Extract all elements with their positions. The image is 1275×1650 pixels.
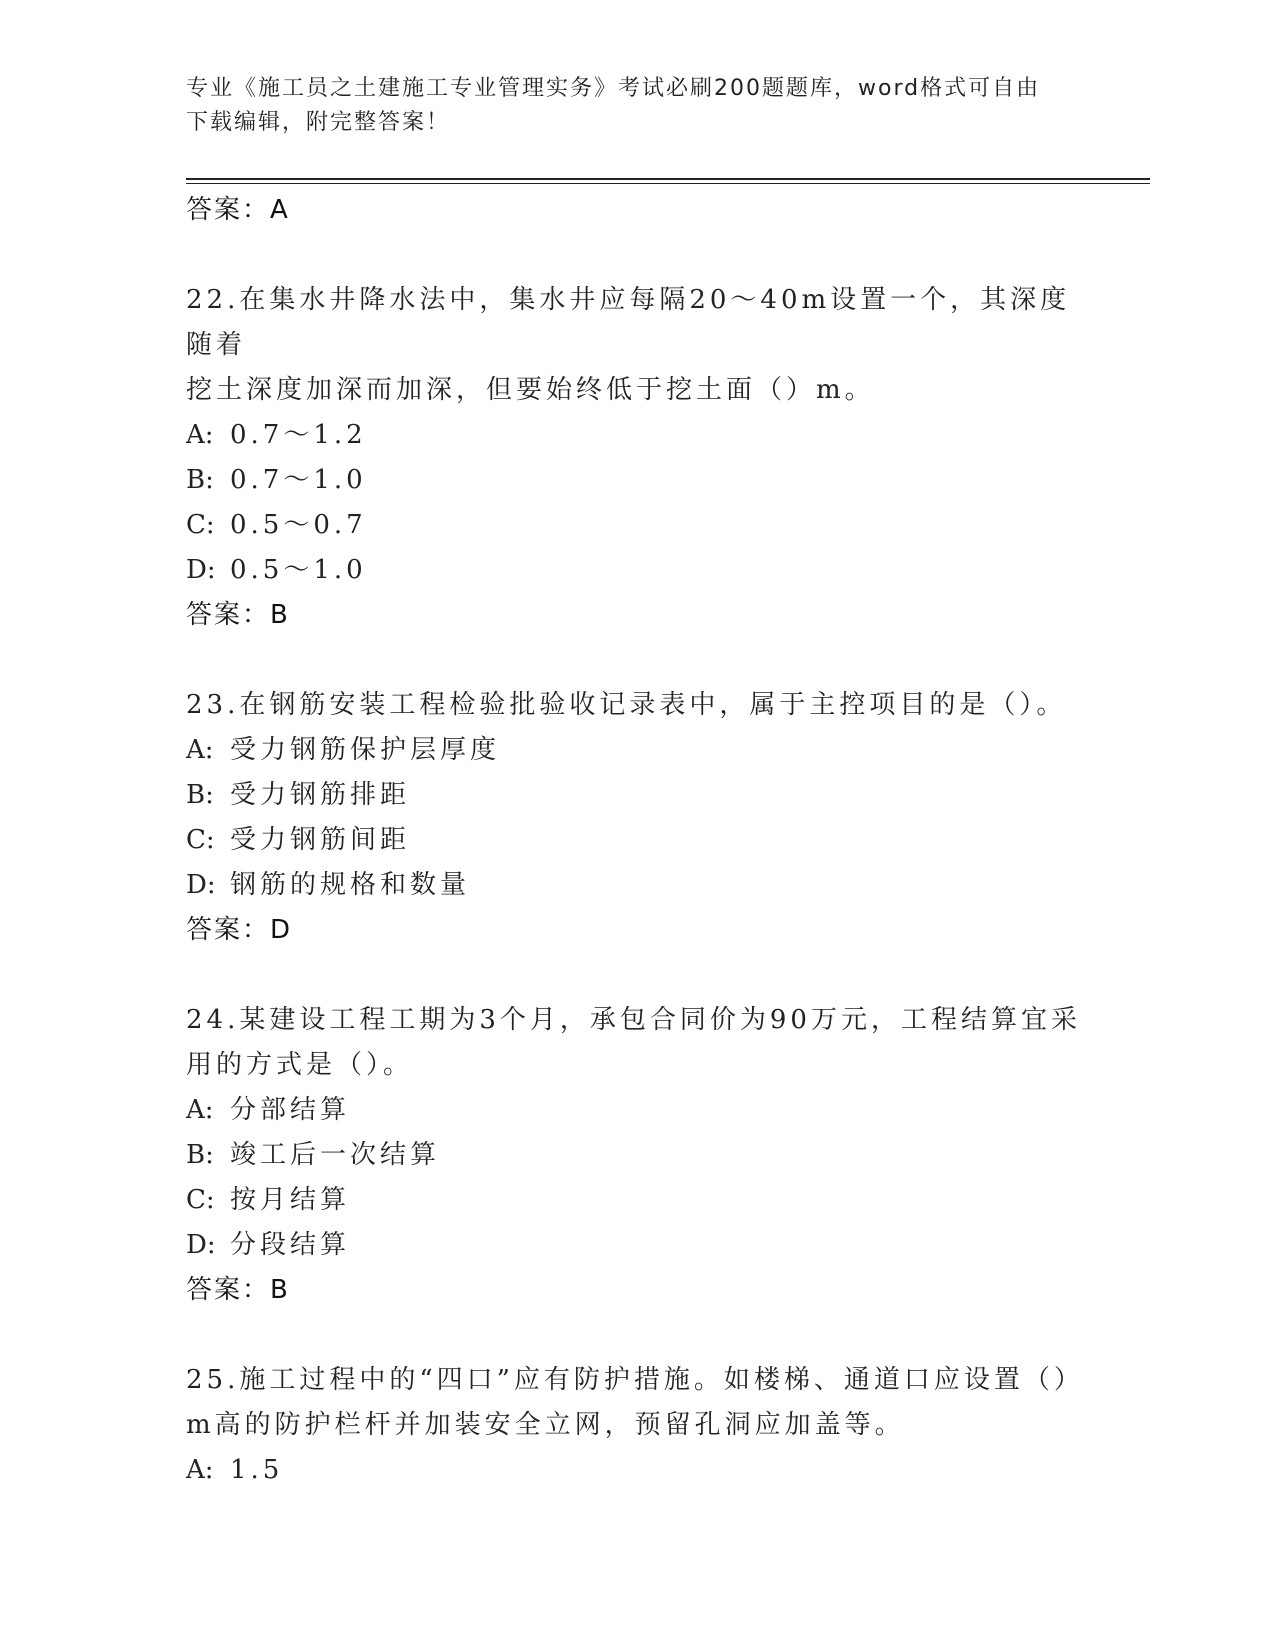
answer-label: 答案： [186,1275,271,1305]
question-25 [186,1358,1086,1493]
option-letter: A: [186,735,214,765]
option-letter: C: [186,1185,215,1215]
option-c [186,503,1086,548]
option-c [186,1178,1086,1223]
option-letter: D: [186,555,216,585]
answer-value: D [270,915,293,945]
question-stem-line: 25.施工过程中的“四口”应有防护措施。如楼梯、通道口应设置（） [186,1365,1084,1395]
option-text: 竣工后一次结算 [230,1140,441,1170]
answer-label: 答案： [186,195,271,225]
option-a [186,728,1086,773]
header-divider [186,178,1150,184]
option-letter: D: [186,1230,216,1260]
option-letter: B: [186,465,214,495]
option-letter: B: [186,1140,214,1170]
answer-value: B [270,600,290,630]
option-text: 0.5～1.0 [230,555,367,585]
question-stem [186,998,1086,1088]
option-b [186,458,1086,503]
question-stem [186,278,1086,413]
question-stem-line: m高的防护栏杆并加装安全立网，预留孔洞应加盖等。 [186,1410,905,1440]
option-letter: C: [186,825,215,855]
option-text: 按月结算 [230,1185,351,1215]
option-c [186,818,1086,863]
page-header [186,72,1086,140]
answer-value: A [270,195,290,225]
question-stem-line: 挖土深度加深而加深，但要始终低于挖土面（）m。 [186,375,875,405]
option-text: 0.7～1.0 [230,465,367,495]
answer-line [186,1268,1086,1313]
option-a [186,1088,1086,1133]
question-stem [186,683,1086,728]
previous-answer [186,188,1086,233]
answer-label: 答案： [186,600,271,630]
option-text: 受力钢筋间距 [230,825,411,855]
question-22 [186,278,1086,638]
question-stem-line: 22.在集水井降水法中，集水井应每隔20～40m设置一个，其深度随着 [186,285,1071,360]
option-letter: D: [186,870,216,900]
option-a [186,1448,1086,1493]
option-b [186,1133,1086,1178]
option-a [186,413,1086,458]
option-text: 分部结算 [230,1095,351,1125]
option-letter: A: [186,420,214,450]
option-d [186,863,1086,908]
option-letter: C: [186,510,215,540]
option-b [186,773,1086,818]
answer-value: B [270,1275,290,1305]
question-stem-line: 23.在钢筋安装工程检验批验收记录表中，属于主控项目的是（）。 [186,690,1067,720]
option-letter: B: [186,780,214,810]
option-text: 受力钢筋保护层厚度 [230,735,501,765]
question-stem-line: 用的方式是（）。 [186,1050,414,1080]
option-text: 0.7～1.2 [230,420,367,450]
option-text: 受力钢筋排距 [230,780,411,810]
header-line-2: 下载编辑，附完整答案！ [186,110,451,135]
option-letter: A: [186,1095,214,1125]
option-d [186,548,1086,593]
answer-line [186,908,1086,953]
option-d [186,1223,1086,1268]
option-text: 钢筋的规格和数量 [230,870,471,900]
answer-label: 答案： [186,915,271,945]
option-text: 分段结算 [230,1230,351,1260]
document-body [186,188,1086,1493]
option-text: 0.5～0.7 [230,510,367,540]
question-23 [186,683,1086,953]
header-line-1: 专业《施工员之土建施工专业管理实务》考试必刷200题题库，word格式可自由 [186,76,1041,101]
option-text: 1.5 [230,1455,284,1485]
question-stem-line: 24.某建设工程工期为3个月，承包合同价为90万元，工程结算宜采 [186,1005,1081,1035]
question-24 [186,998,1086,1313]
question-stem [186,1358,1086,1448]
option-letter: A: [186,1455,214,1485]
answer-line [186,593,1086,638]
